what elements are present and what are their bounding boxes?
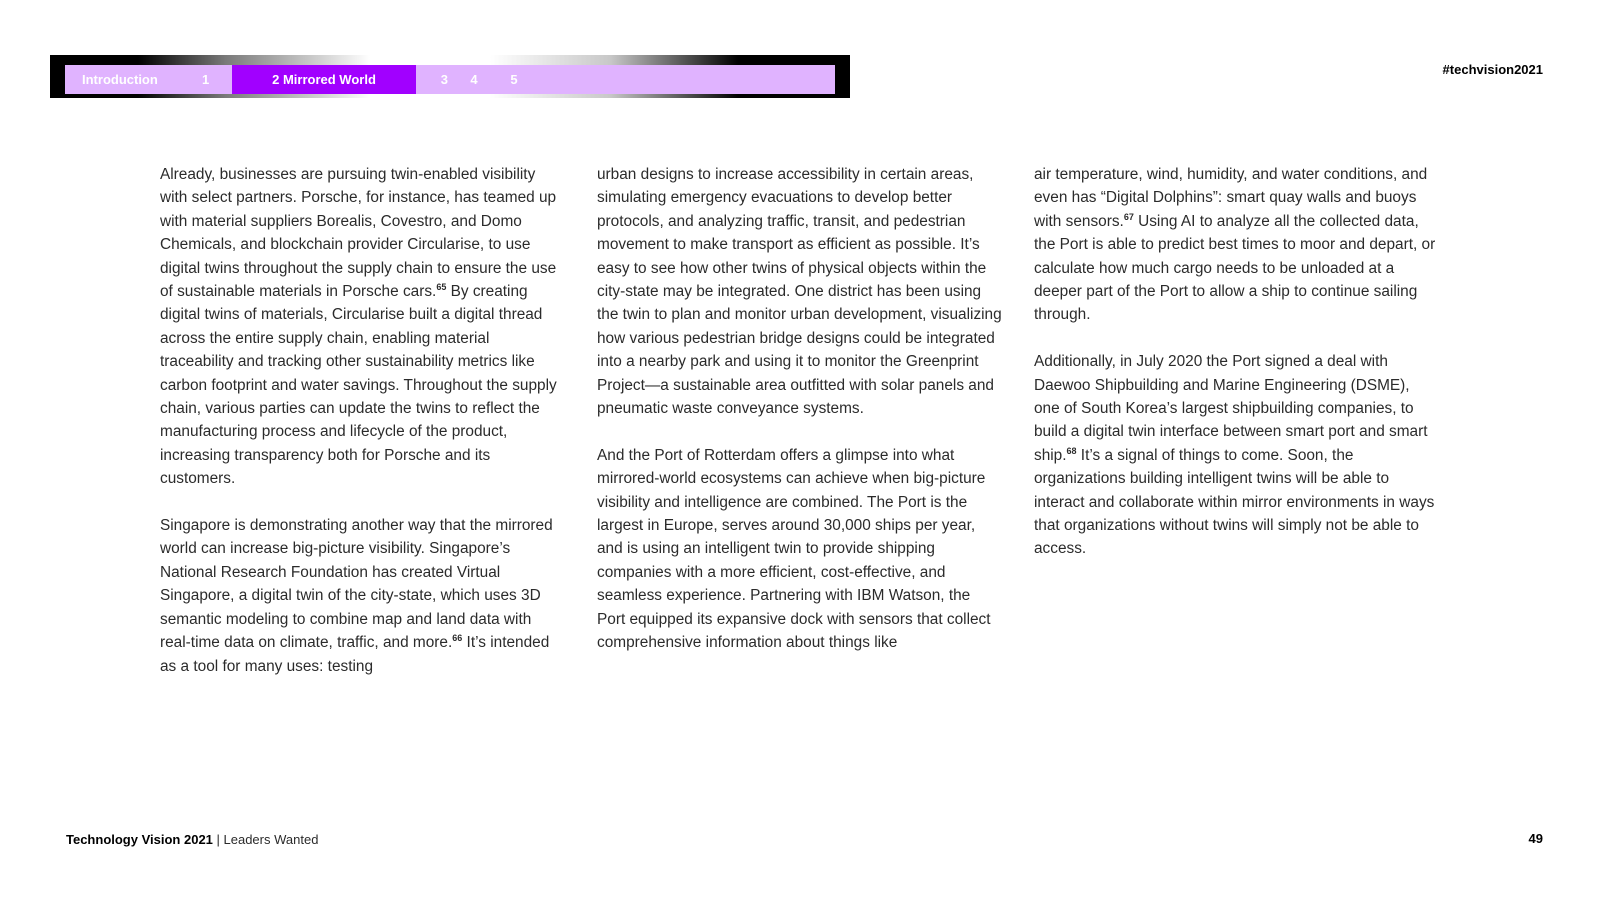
footnote-ref-65[interactable]: 65 <box>436 281 447 292</box>
nav-item-2-mirrored-world[interactable]: 2 Mirrored World <box>232 65 416 94</box>
text-column-3 <box>1034 163 1439 584</box>
paragraph-text: By creating digital twins of materials, Circularise built a digital thread across the entire supply chain, enabling material traceability and tracking other sustainability metrics like carbon footprint and water savings. Throughout the supply chain, various parties can update the twins to reflect the manufacturing process and lifecycle of the product, increasing transparency both for Porsche and its customers. <box>160 283 557 488</box>
nav-item-1[interactable]: 1 <box>202 72 210 87</box>
nav-item-5[interactable]: 5 <box>510 72 518 87</box>
paragraph-porsche <box>160 163 565 491</box>
paragraph-text: It’s a signal of things to come. Soon, the organizations building intelligent twins will be able to interact and collaborate within mirror environments in ways that organizations without twins will simply not be able to access. <box>1034 446 1435 558</box>
footnote-ref-66[interactable]: 66 <box>452 632 463 643</box>
paragraph-text: Already, businesses are pursuing twin-enabled visibility with select partners. Porsche, for instance, has teamed up with material suppliers Borealis, Covestro, and Domo Chemicals, and blockchain provider Circularise, to use digital twins throughout the supply chain to ensure the use of sustainable materials in Porsche cars. <box>160 166 557 301</box>
text-column-2 <box>597 163 1002 678</box>
paragraph-sensors <box>1034 163 1439 327</box>
page-number: 49 <box>1528 831 1543 846</box>
footer <box>66 832 318 847</box>
footer-title: Technology Vision 2021 <box>66 832 213 847</box>
paragraph-text: air temperature, wind, humidity, and water conditions, and even has “Digital Dolphins”: smart quay walls and buoys with sensors. <box>1034 166 1428 230</box>
nav-item-3[interactable]: 3 <box>440 72 448 87</box>
section-nav <box>65 65 835 94</box>
section-nav-frame <box>50 55 850 98</box>
footer-separator: | <box>212 832 224 847</box>
text-column-1 <box>160 163 565 701</box>
paragraph-urban-designs: urban designs to increase accessibility in certain areas, simulating emergency evacuations to develop better protocols, and analyzing traffic, transit, and pedestrian movement to make transport as efficient as possible. It’s easy to see how other twins of physical objects within the city-state may be integrated. One district has been using the twin to plan and monitor urban development, visualizing how various pedestrian bridge designs could be integrated into a nearby park and using it to monitor the Greenprint Project—a sustainable area outfitted with solar panels and pneumatic waste conveyance systems. <box>597 166 1002 418</box>
nav-item-4[interactable]: 4 <box>470 72 478 87</box>
nav-item-introduction[interactable]: Introduction <box>82 72 158 87</box>
paragraph-rotterdam: And the Port of Rotterdam offers a glimpse into what mirrored-world ecosystems can achieve when big-picture visibility and intelligence are combined. The Port is the largest in Europe, serves around 30,000 ships per year, and is using an intelligent twin to provide shipping companies with a more efficient, cost-effective, and seamless experience. Partnering with IBM Watson, the Port equipped its expansive dock with sensors that collect comprehensive information about things like <box>597 446 991 652</box>
paragraph-text: Additionally, in July 2020 the Port signed a deal with Daewoo Shipbuilding and Marine Engineering (DSME), one of South Korea’s largest shipbuilding companies, to build a digital twin interface between smart port and smart ship. <box>1034 353 1428 464</box>
paragraph-singapore <box>160 514 565 678</box>
paragraph-text: Using AI to analyze all the collected data, the Port is able to predict best times to moor and depart, or calculate how much cargo needs to be unloaded at a deeper part of the Port to allow a ship to continue sailing through. <box>1034 212 1436 324</box>
hashtag: #techvision2021 <box>1442 62 1543 77</box>
footnote-ref-67[interactable]: 67 <box>1123 211 1134 222</box>
footnote-ref-68[interactable]: 68 <box>1066 445 1077 456</box>
nav-spacer <box>534 65 835 94</box>
paragraph-dsme <box>1034 350 1439 561</box>
paragraph-text: Singapore is demonstrating another way that the mirrored world can increase big-picture visibility. Singapore’s National Research Foundation has created Virtual Singapore, a digital twin of the city-state, which uses 3D semantic modeling to combine map and land data with real-time data on climate, traffic, and more. <box>160 517 553 652</box>
footer-subtitle: Leaders Wanted <box>223 832 319 847</box>
paragraph-text: It’s intended as a tool for many uses: testing <box>160 634 550 675</box>
